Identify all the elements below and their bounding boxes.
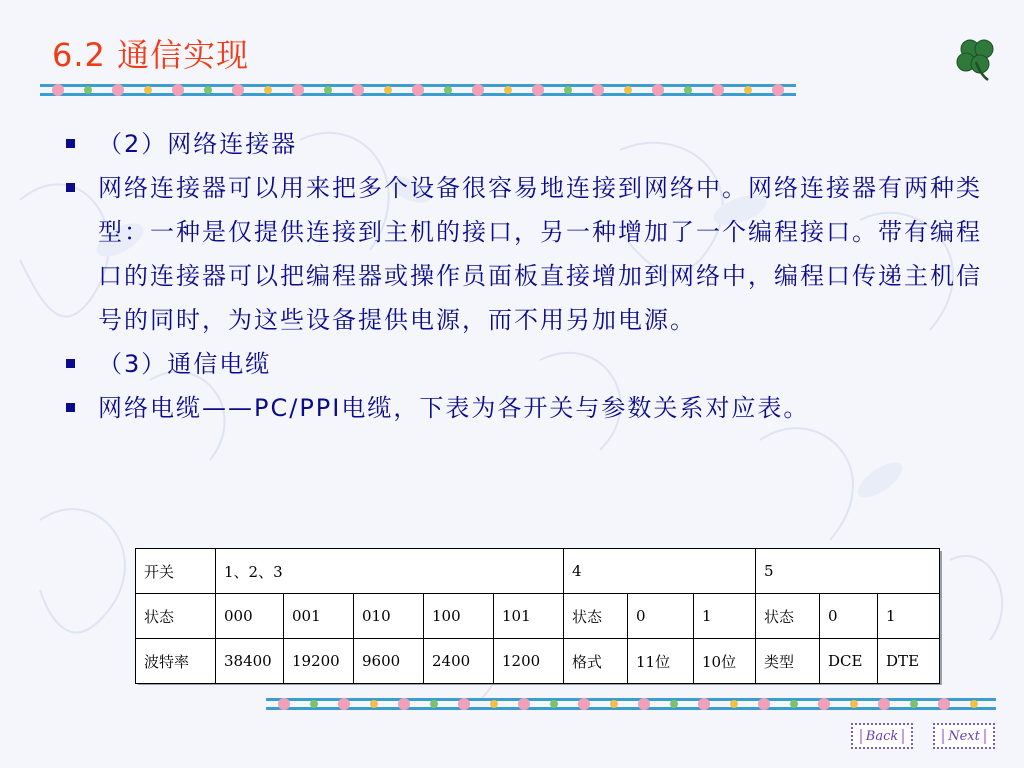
table-cell: 0 bbox=[820, 594, 878, 639]
bullet-marker bbox=[66, 359, 75, 368]
parameter-table bbox=[135, 548, 940, 684]
garland-flower bbox=[564, 86, 572, 94]
garland-flower bbox=[970, 700, 978, 708]
garland-flower bbox=[550, 700, 558, 708]
table-cell: 001 bbox=[284, 594, 354, 639]
slide-title: 6.2 通信实现 bbox=[52, 36, 250, 74]
table-cell: DCE bbox=[820, 639, 878, 684]
garland-flower bbox=[204, 86, 212, 94]
garland-flower bbox=[652, 84, 664, 96]
bullet-text: 网络电缆——PC/PPI电缆，下表为各开关与参数关系对应表。 bbox=[98, 394, 810, 422]
garland-flower bbox=[758, 698, 770, 710]
garland-flower bbox=[490, 700, 498, 708]
garland-flower bbox=[264, 86, 272, 94]
bullet-network-connector-description bbox=[62, 166, 992, 342]
garland-flower bbox=[384, 86, 392, 94]
bullet-network-connector-heading bbox=[62, 122, 992, 166]
switch-parameter-table bbox=[135, 548, 939, 682]
garland-flower bbox=[670, 700, 678, 708]
bullet-text: 网络连接器可以用来把多个设备很容易地连接到网络中。网络连接器有两种类型：一种是仅提供连接到主机的接口，另一种增加了一个编程接口。带有编程口的连接器可以把编程器或操作员面板直接增加到网络中，编程口传递主机信号的同时，为这些设备提供电源，而不用另加电源。 bbox=[98, 174, 982, 334]
bullet-list bbox=[62, 122, 992, 430]
garland-flower bbox=[730, 700, 738, 708]
bullet-text: （3）通信电缆 bbox=[98, 350, 272, 378]
garland-flower bbox=[352, 84, 364, 96]
garland-flower bbox=[338, 698, 350, 710]
bullet-marker bbox=[66, 183, 75, 192]
garland-flower bbox=[712, 84, 724, 96]
garland-flower bbox=[850, 700, 858, 708]
table-cell: 状态 bbox=[756, 594, 820, 639]
table-cell: 1 bbox=[878, 594, 940, 639]
garland-flower bbox=[278, 698, 290, 710]
table-cell: 0 bbox=[628, 594, 694, 639]
table-cell: 类型 bbox=[756, 639, 820, 684]
garland-flower bbox=[938, 698, 950, 710]
table-cell: 000 bbox=[216, 594, 284, 639]
table-cell: 10位 bbox=[694, 639, 756, 684]
table-cell: 4 bbox=[564, 549, 756, 594]
table-cell: 101 bbox=[494, 594, 564, 639]
flower-garland-divider bbox=[40, 80, 796, 100]
next-button-label: Next bbox=[942, 729, 986, 744]
table-cell: 波特率 bbox=[136, 639, 216, 684]
garland-flower bbox=[698, 698, 710, 710]
garland-flower bbox=[592, 84, 604, 96]
garland-flower bbox=[444, 86, 452, 94]
table-cell: 100 bbox=[424, 594, 494, 639]
table-row-header bbox=[136, 549, 940, 594]
garland-flower bbox=[790, 700, 798, 708]
table-cell: 格式 bbox=[564, 639, 628, 684]
table-cell: 19200 bbox=[284, 639, 354, 684]
garland-flower bbox=[684, 86, 692, 94]
garland-flower bbox=[310, 700, 318, 708]
garland-flower bbox=[610, 700, 618, 708]
garland-flower bbox=[398, 698, 410, 710]
garland-flower bbox=[518, 698, 530, 710]
garland-flower bbox=[532, 84, 544, 96]
garland-flower bbox=[744, 86, 752, 94]
garland-flower bbox=[324, 86, 332, 94]
garland-flower bbox=[772, 84, 784, 96]
table-cell: 5 bbox=[756, 549, 940, 594]
next-button[interactable] bbox=[933, 723, 995, 749]
garland-flower bbox=[638, 698, 650, 710]
bullet-text: （2）网络连接器 bbox=[98, 130, 298, 158]
table-cell: 38400 bbox=[216, 639, 284, 684]
garland-flower bbox=[472, 84, 484, 96]
table-cell: 9600 bbox=[354, 639, 424, 684]
garland-flower bbox=[458, 698, 470, 710]
garland-flower bbox=[112, 84, 124, 96]
clover-icon bbox=[952, 34, 1002, 84]
table-cell: 2400 bbox=[424, 639, 494, 684]
table-row-state bbox=[136, 594, 940, 639]
garland-flower bbox=[504, 86, 512, 94]
bullet-cable-description bbox=[62, 386, 992, 430]
table-cell: 状态 bbox=[136, 594, 216, 639]
garland-flower bbox=[172, 84, 184, 96]
back-button[interactable] bbox=[851, 723, 913, 749]
table-cell: 状态 bbox=[564, 594, 628, 639]
table-cell: 010 bbox=[354, 594, 424, 639]
bullet-cable-heading bbox=[62, 342, 992, 386]
table-cell: 11位 bbox=[628, 639, 694, 684]
garland-flower bbox=[84, 86, 92, 94]
garland-flower bbox=[370, 700, 378, 708]
table-cell: DTE bbox=[878, 639, 940, 684]
bullet-marker bbox=[66, 139, 75, 148]
garland-flower bbox=[910, 700, 918, 708]
flower-garland-divider bbox=[266, 694, 996, 714]
garland-flower bbox=[878, 698, 890, 710]
garland-flower bbox=[430, 700, 438, 708]
table-cell: 开关 bbox=[136, 549, 216, 594]
table-cell: 1200 bbox=[494, 639, 564, 684]
garland-flower bbox=[578, 698, 590, 710]
garland-flower bbox=[412, 84, 424, 96]
garland-flower bbox=[292, 84, 304, 96]
garland-flower bbox=[144, 86, 152, 94]
back-button-label: Back bbox=[860, 729, 904, 744]
table-row-values bbox=[136, 639, 940, 684]
table-cell: 1 bbox=[694, 594, 756, 639]
garland-flower bbox=[232, 84, 244, 96]
bullet-marker bbox=[66, 403, 75, 412]
garland-flower bbox=[818, 698, 830, 710]
garland-flower bbox=[52, 84, 64, 96]
table-cell: 1、2、3 bbox=[216, 549, 564, 594]
garland-flower bbox=[624, 86, 632, 94]
